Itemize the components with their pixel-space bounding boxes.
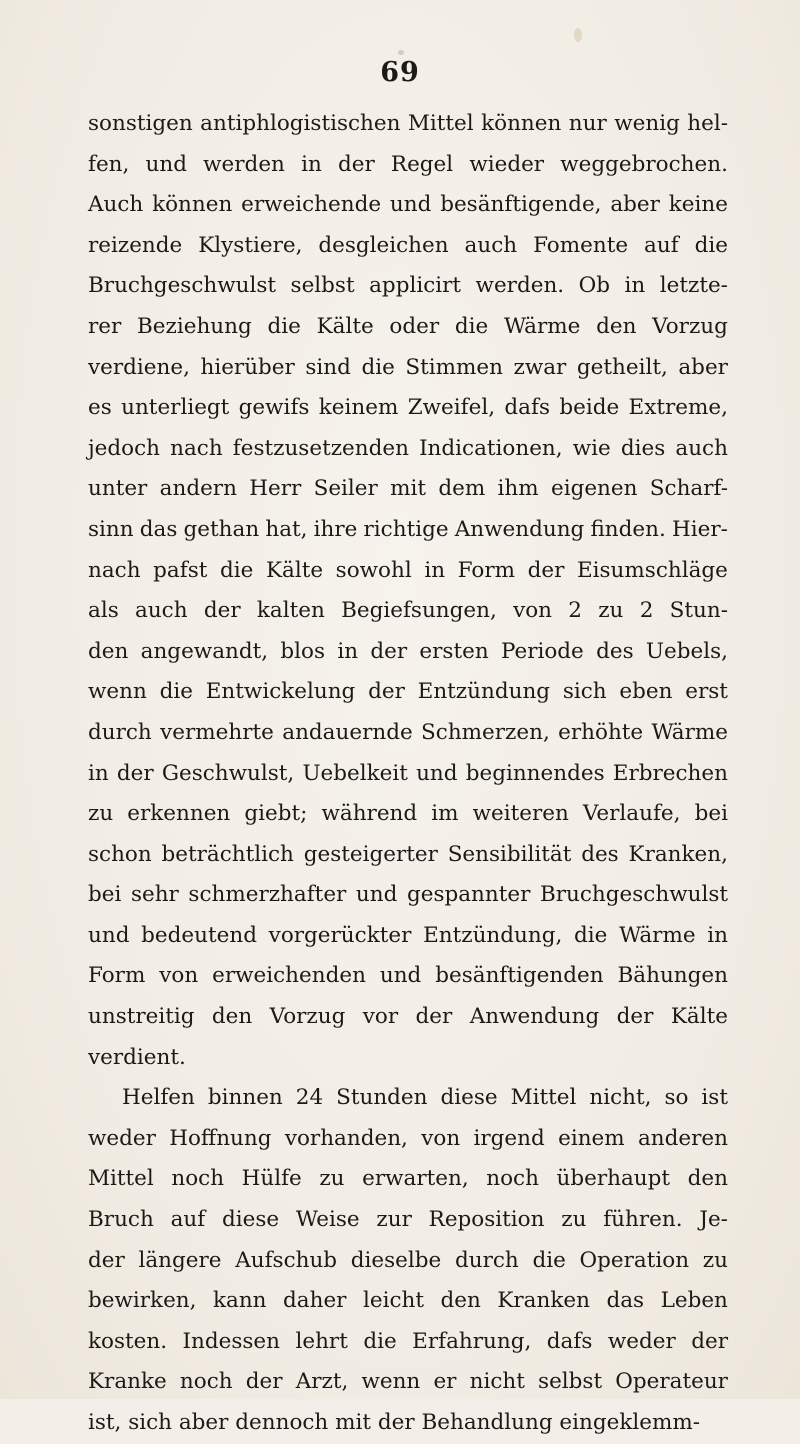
text-line: es unterliegt gewifs keinem Zweifel, dafs beide Extreme, <box>88 395 728 421</box>
text-line: fen, und werden in der Regel wieder weggebrochen. <box>88 151 728 177</box>
text-line: den angewandt, blos in der ersten Periode des Uebels, <box>88 638 728 664</box>
text-line: jedoch nach festzusetzenden Indicationen, wie dies auch <box>88 435 728 461</box>
text-line: unter andern Herr Seiler mit dem ihm eigenen Scharf- <box>88 476 728 502</box>
text-line: rer Beziehung die Kälte oder die Wärme den Vorzug <box>88 313 728 339</box>
text-line: in der Geschwulst, Uebelkeit und beginnendes Erbrechen <box>88 760 728 786</box>
text-line: Mittel noch Hülfe zu erwarten, noch überhaupt den <box>88 1166 728 1192</box>
text-line: weder Hoffnung vorhanden, von irgend einem anderen <box>88 1125 728 1151</box>
text-line: Bruch auf diese Weise zur Reposition zu führen. Je- <box>88 1207 728 1233</box>
text-line: Kranke noch der Arzt, wenn er nicht selbst Operateur <box>88 1369 728 1395</box>
ink-speck <box>398 50 404 55</box>
text-line: bewirken, kann daher leicht den Kranken das Leben <box>88 1288 728 1314</box>
text-line: Bruchgeschwulst selbst applicirt werden. Ob in letzte- <box>88 273 728 299</box>
text-line: sinn das gethan hat, ihre richtige Anwendung finden. Hier- <box>88 516 728 542</box>
text-line: sonstigen antiphlogistischen Mittel können nur wenig hel- <box>88 111 728 136</box>
text-line: schon beträchtlich gesteigerter Sensibilität des Kranken, <box>88 841 728 867</box>
text-line: durch vermehrte andauernde Schmerzen, erhöhte Wärme <box>88 719 728 745</box>
page-number: 69 <box>380 57 420 88</box>
body-text <box>88 104 728 1444</box>
ink-speck <box>574 28 582 42</box>
text-line: wenn die Entwickelung der Entzündung sich eben erst <box>88 679 728 705</box>
text-line: reizende Klystiere, desgleichen auch Fomente auf die <box>88 232 728 258</box>
text-line: Form von erweichenden und besänftigenden Bähungen <box>88 963 728 989</box>
text-line: unstreitig den Vorzug vor der Anwendung der Kälte <box>88 1004 728 1030</box>
text-line: der längere Aufschub dieselbe durch die Operation zu <box>88 1247 728 1273</box>
text-line: Helfen binnen 24 Stunden diese Mittel nicht, so ist <box>122 1085 728 1111</box>
text-line: nach pafst die Kälte sowohl in Form der Eisumschläge <box>88 557 728 583</box>
text-line: Auch können erweichende und besänftigende, aber keine <box>88 192 728 218</box>
text-line: als auch der kalten Begiefsungen, von 2 zu 2 Stun- <box>88 598 728 624</box>
text-line: verdiene, hierüber sind die Stimmen zwar getheilt, aber <box>88 354 728 380</box>
text-line: zu erkennen giebt; während im weiteren Verlaufe, bei <box>88 801 728 827</box>
text-line: bei sehr schmerzhafter und gespannter Bruchgeschwulst <box>88 882 728 908</box>
text-line: verdient. <box>88 1044 186 1070</box>
text-line: ist, sich aber dennoch mit der Behandlung eingeklemm- <box>88 1410 701 1435</box>
text-line: kosten. Indessen lehrt die Erfahrung, dafs weder der <box>88 1328 728 1354</box>
text-line: und bedeutend vorgerückter Entzündung, die Wärme in <box>88 922 728 948</box>
